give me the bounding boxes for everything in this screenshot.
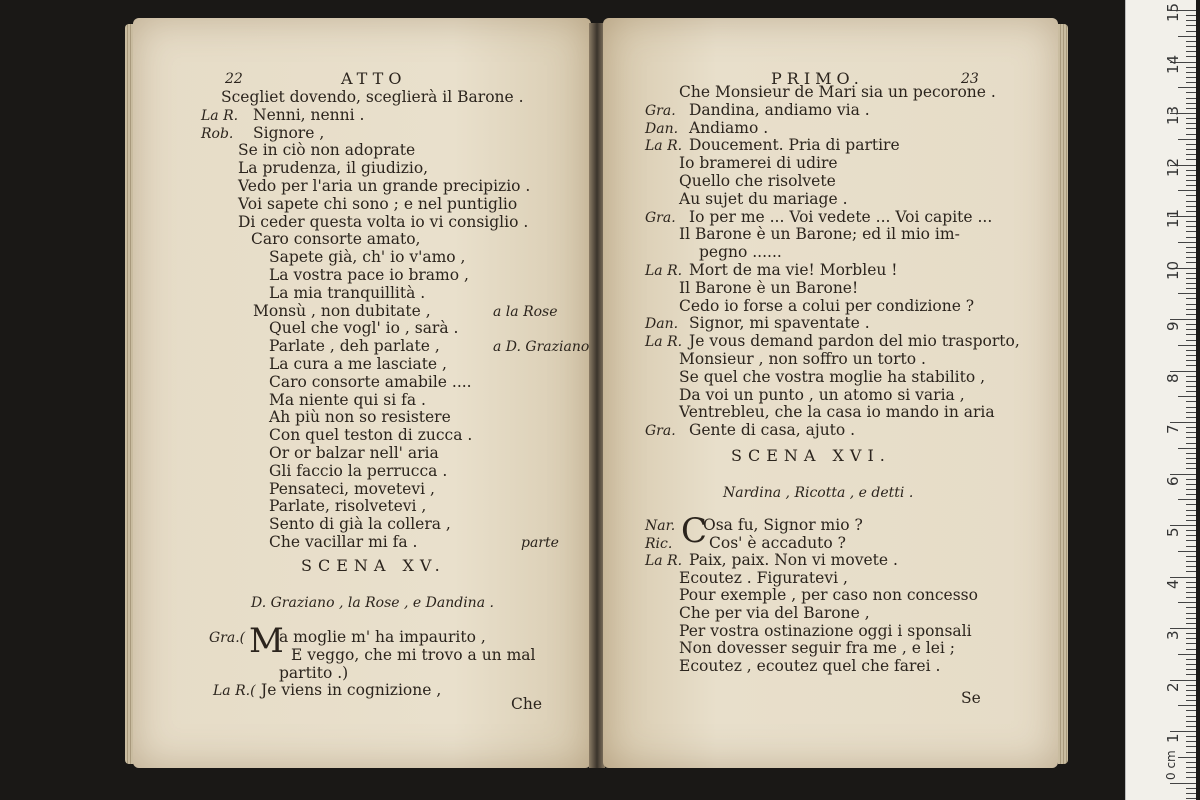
ruler-number: 14 bbox=[1164, 54, 1182, 74]
drop-cap: C bbox=[681, 511, 708, 551]
stage-direction: a D. Graziano bbox=[493, 339, 590, 356]
ruler-tick bbox=[1186, 638, 1196, 639]
right-page bbox=[603, 18, 1058, 768]
verse-line: partito .) bbox=[279, 664, 349, 682]
ruler-tick bbox=[1186, 206, 1196, 207]
ruler-tick bbox=[1186, 56, 1196, 57]
ruler-tick bbox=[1186, 144, 1196, 145]
verse-line: Io bramerei di udire bbox=[679, 154, 838, 173]
ruler-tick bbox=[1186, 231, 1196, 232]
ruler-tick bbox=[1186, 334, 1196, 335]
ruler-tick bbox=[1186, 20, 1196, 21]
verse-line: Monsieur , non soffro un torto . bbox=[679, 350, 926, 368]
verse-line: Mort de ma vie! Morbleu ! bbox=[689, 261, 898, 279]
verse-line: Cedo io forse a colui per condizione ? bbox=[679, 296, 975, 315]
verse-line: Je vous demand pardon del mio trasporto, bbox=[689, 332, 1020, 351]
ruler-tick bbox=[1186, 695, 1196, 696]
ruler-tick bbox=[1186, 154, 1196, 155]
ruler-tick bbox=[1186, 427, 1196, 428]
speaker-label: La R.( bbox=[213, 683, 256, 699]
ruler-tick bbox=[1186, 762, 1196, 763]
ruler-tick bbox=[1186, 777, 1196, 778]
speaker-label: La R. bbox=[645, 334, 683, 351]
speaker-label: La R. bbox=[645, 553, 683, 570]
ruler-tick bbox=[1186, 175, 1196, 176]
ruler-tick bbox=[1170, 731, 1196, 732]
ruler-number: 2 bbox=[1164, 681, 1182, 692]
ruler-tick bbox=[1186, 633, 1196, 634]
ruler-tick bbox=[1186, 417, 1196, 418]
ruler-tick bbox=[1186, 432, 1196, 433]
ruler-tick bbox=[1186, 391, 1196, 392]
ruler-tick bbox=[1186, 489, 1196, 490]
ruler-tick bbox=[1186, 685, 1196, 686]
verse-line: Gli faccio la perrucca . bbox=[269, 461, 448, 480]
ruler-tick bbox=[1186, 103, 1196, 104]
verse-line: E veggo, che mi trovo a un mal bbox=[291, 646, 536, 664]
ruler-tick bbox=[1186, 376, 1196, 377]
verse-line: Quel che vogl' io , sarà . bbox=[269, 319, 459, 338]
verse-line: Il Barone è un Barone; ed il mio im- bbox=[679, 225, 960, 244]
ruler-tick bbox=[1186, 546, 1196, 547]
ruler-tick bbox=[1186, 72, 1196, 73]
ruler-tick bbox=[1186, 67, 1196, 68]
ruler-tick bbox=[1186, 458, 1196, 459]
ruler-tick bbox=[1186, 82, 1196, 83]
ruler-tick bbox=[1186, 479, 1196, 480]
ruler-tick bbox=[1186, 412, 1196, 413]
ruler-tick bbox=[1186, 530, 1196, 531]
ruler-tick bbox=[1186, 571, 1196, 572]
ruler-tick bbox=[1186, 108, 1196, 109]
ruler-tick bbox=[1178, 36, 1196, 37]
ruler-tick bbox=[1186, 195, 1196, 196]
ruler-tick bbox=[1186, 587, 1196, 588]
ruler-tick bbox=[1186, 252, 1196, 253]
ruler-tick bbox=[1186, 721, 1196, 722]
verse-line: La cura a me lasciate , bbox=[269, 355, 447, 373]
ruler-tick bbox=[1178, 396, 1196, 397]
verse-line: Scegliet dovendo, sceglierà il Barone . bbox=[221, 88, 524, 106]
ruler-tick bbox=[1186, 365, 1196, 366]
ruler-tick bbox=[1178, 87, 1196, 88]
verse-line: pegno ...... bbox=[699, 243, 782, 262]
verse-line: Or or balzar nell' aria bbox=[269, 444, 439, 462]
verse-line: Doucement. Pria di partire bbox=[689, 136, 900, 155]
ruler-tick bbox=[1186, 123, 1196, 124]
ruler-tick bbox=[1186, 170, 1196, 171]
ruler-tick bbox=[1186, 381, 1196, 382]
ruler-number: 8 bbox=[1164, 372, 1182, 383]
ruler-tick bbox=[1186, 278, 1196, 279]
ruler-tick bbox=[1178, 139, 1196, 140]
ruler-tick bbox=[1170, 525, 1196, 526]
ruler-tick bbox=[1186, 437, 1196, 438]
ruler-tick bbox=[1186, 510, 1196, 511]
ruler-tick bbox=[1186, 340, 1196, 341]
speaker-label: Gra. bbox=[645, 423, 676, 440]
ruler-tick bbox=[1186, 350, 1196, 351]
ruler-tick bbox=[1186, 736, 1196, 737]
verse-line: Che Monsieur de Mari sia un pecorone . bbox=[679, 83, 996, 101]
running-head: PRIMO. bbox=[771, 69, 864, 88]
ruler-tick bbox=[1186, 504, 1196, 505]
ruler-tick bbox=[1178, 757, 1196, 758]
ruler-tick bbox=[1186, 41, 1196, 42]
ruler-tick bbox=[1186, 484, 1196, 485]
ruler-tick bbox=[1186, 592, 1196, 593]
ruler-number: 5 bbox=[1164, 527, 1182, 537]
ruler-tick bbox=[1178, 448, 1196, 449]
speaker-label: Dan. bbox=[645, 120, 679, 137]
verse-line: Caro consorte amabile .... bbox=[269, 372, 472, 391]
verse-line: Osa fu, Signor mio ? bbox=[703, 516, 863, 534]
verse-line: Quello che risolvete bbox=[679, 172, 836, 190]
verse-line: Che vacillar mi fa . bbox=[269, 533, 418, 551]
verse-line: Io per me ... Voi vedete ... Voi capite ... bbox=[689, 207, 993, 226]
ruler-tick bbox=[1186, 92, 1196, 93]
ruler-tick bbox=[1186, 355, 1196, 356]
verse-line: Monsù , non dubitate , bbox=[253, 301, 431, 320]
verse-line: Per vostra ostinazione oggi i sponsali bbox=[679, 621, 972, 640]
ruler-tick bbox=[1186, 159, 1196, 160]
ruler-number: 4 bbox=[1164, 578, 1182, 589]
ruler-tick bbox=[1186, 221, 1196, 222]
ruler-number: 15 bbox=[1164, 2, 1182, 22]
speaker-label: Gra.( bbox=[209, 630, 246, 646]
speaker-label: Nar. bbox=[645, 518, 676, 534]
verse-line: Ma niente qui si fa . bbox=[269, 390, 426, 409]
ruler-tick bbox=[1178, 705, 1196, 706]
ruler-tick bbox=[1186, 98, 1196, 99]
ruler-tick bbox=[1170, 680, 1196, 681]
ruler-tick bbox=[1186, 314, 1196, 315]
verse-line: Signore , bbox=[253, 123, 325, 142]
ruler-tick bbox=[1186, 201, 1196, 202]
page-number: 23 bbox=[961, 71, 979, 87]
verse-line: Signor, mi spaventate . bbox=[689, 314, 870, 333]
ruler-tick bbox=[1178, 293, 1196, 294]
ruler-tick bbox=[1186, 767, 1196, 768]
verse-line: Nenni, nenni . bbox=[253, 105, 365, 124]
ruler-tick bbox=[1170, 371, 1196, 372]
speaker-label: Gra. bbox=[645, 209, 676, 226]
verse-line: Voi sapete chi sono ; e nel puntiglio bbox=[238, 194, 518, 213]
ruler-tick bbox=[1170, 577, 1196, 578]
speaker-label: Gra. bbox=[645, 102, 676, 119]
left-page bbox=[133, 18, 591, 768]
verse-line: La vostra pace io bramo , bbox=[269, 266, 469, 284]
verse-line: Gente di casa, ajuto . bbox=[689, 421, 856, 440]
verse-line: Che per via del Barone , bbox=[679, 604, 870, 622]
verse-line: Paix, paix. Non vi movete . bbox=[689, 551, 898, 570]
ruler-tick bbox=[1186, 443, 1196, 444]
ruler-tick bbox=[1170, 628, 1196, 629]
measuring-ruler bbox=[1125, 0, 1196, 800]
ruler-tick bbox=[1186, 700, 1196, 701]
ruler-tick bbox=[1178, 190, 1196, 191]
ruler-tick bbox=[1186, 149, 1196, 150]
ruler-tick bbox=[1186, 726, 1196, 727]
ruler-tick bbox=[1186, 51, 1196, 52]
ruler-tick bbox=[1186, 494, 1196, 495]
ruler-tick bbox=[1186, 329, 1196, 330]
ruler-tick bbox=[1186, 798, 1196, 799]
ruler-tick bbox=[1170, 474, 1196, 475]
speaker-label: Dan. bbox=[645, 316, 679, 333]
ruler-tick bbox=[1186, 309, 1196, 310]
ruler-tick bbox=[1186, 752, 1196, 753]
ruler-tick bbox=[1186, 669, 1196, 670]
verse-line: Non dovesser seguir fra me , e lei ; bbox=[679, 639, 956, 658]
ruler-tick bbox=[1186, 515, 1196, 516]
ruler-tick bbox=[1186, 237, 1196, 238]
verse-line: Se in ciò non adoprate bbox=[238, 141, 416, 160]
verse-line: Andiamo . bbox=[689, 118, 769, 137]
verse-line: Da voi un punto , un atomo si varia , bbox=[679, 385, 965, 404]
ruler-tick bbox=[1186, 659, 1196, 660]
verse-line: Con quel teston di zucca . bbox=[269, 426, 473, 445]
ruler-tick bbox=[1186, 128, 1196, 129]
verse-line: Pour exemple , per caso non concesso bbox=[679, 586, 978, 605]
verse-line: Sento di già la collera , bbox=[269, 515, 451, 534]
ruler-tick bbox=[1186, 607, 1196, 608]
ruler-tick bbox=[1186, 623, 1196, 624]
ruler-tick bbox=[1186, 31, 1196, 32]
verse-line: Caro consorte amato, bbox=[251, 230, 421, 249]
verse-line: Ah più non so resistere bbox=[269, 408, 451, 427]
ruler-tick bbox=[1178, 242, 1196, 243]
ruler-tick bbox=[1186, 262, 1196, 263]
ruler-number: 10 bbox=[1164, 260, 1182, 280]
verse-line: Je viens in cognizione , bbox=[261, 681, 442, 699]
ruler-tick bbox=[1186, 46, 1196, 47]
ruler-tick bbox=[1186, 597, 1196, 598]
ruler-tick bbox=[1186, 772, 1196, 773]
verse-line: Parlate, risolvetevi , bbox=[269, 497, 427, 516]
ruler-tick bbox=[1186, 716, 1196, 717]
ruler-tick bbox=[1186, 566, 1196, 567]
verse-line: Ecoutez . Figuratevi , bbox=[679, 568, 848, 587]
ruler-number: 9 bbox=[1164, 321, 1182, 331]
ruler-tick bbox=[1186, 386, 1196, 387]
ruler-tick bbox=[1186, 561, 1196, 562]
ruler-tick bbox=[1186, 463, 1196, 464]
ruler-tick bbox=[1186, 25, 1196, 26]
ruler-tick bbox=[1186, 453, 1196, 454]
scene-cast: Nardina , Ricotta , e detti . bbox=[723, 485, 914, 501]
running-head: ATTO bbox=[341, 69, 407, 88]
speaker-label: Ric. bbox=[645, 535, 673, 552]
ruler-number: 11 bbox=[1164, 208, 1182, 228]
ruler-tick bbox=[1186, 540, 1196, 541]
stage-direction: parte bbox=[521, 535, 559, 551]
ruler-tick bbox=[1186, 247, 1196, 248]
ruler-tick bbox=[1186, 118, 1196, 119]
ruler-tick bbox=[1186, 288, 1196, 289]
verse-line: Di ceder questa volta io vi consiglio . bbox=[238, 212, 529, 231]
drop-cap: M bbox=[249, 621, 284, 661]
ruler-tick bbox=[1186, 613, 1196, 614]
ruler-number: 7 bbox=[1164, 424, 1182, 434]
speaker-label: Rob. bbox=[201, 125, 234, 142]
verse-line: Parlate , deh parlate , bbox=[269, 337, 440, 356]
ruler-tick bbox=[1178, 551, 1196, 552]
verse-line: Au sujet du mariage . bbox=[679, 189, 848, 208]
verse-line: Cos' è accaduto ? bbox=[709, 533, 846, 552]
verse-line: Sapete già, ch' io v'amo , bbox=[269, 248, 466, 267]
ruler-tick bbox=[1186, 401, 1196, 402]
scene-cast: D. Graziano , la Rose , e Dandina . bbox=[251, 595, 494, 611]
ruler-tick bbox=[1186, 407, 1196, 408]
ruler-tick bbox=[1186, 134, 1196, 135]
ruler-tick bbox=[1178, 602, 1196, 603]
ruler-tick bbox=[1170, 319, 1196, 320]
ruler-tick bbox=[1186, 180, 1196, 181]
scene-title: SCENA XVI. bbox=[731, 446, 891, 465]
ruler-tick bbox=[1186, 741, 1196, 742]
ruler-tick bbox=[1186, 273, 1196, 274]
ruler-tick bbox=[1186, 582, 1196, 583]
speaker-label: La R. bbox=[201, 107, 239, 124]
ruler-number: 1 bbox=[1164, 733, 1182, 743]
verse-line: Dandina, andiamo via . bbox=[689, 100, 870, 119]
ruler-tick bbox=[1186, 788, 1196, 789]
ruler-tick bbox=[1186, 793, 1196, 794]
ruler-tick bbox=[1186, 643, 1196, 644]
verse-line: Ecoutez , ecoutez quel che farei . bbox=[679, 656, 941, 675]
catchword: Che bbox=[511, 695, 543, 713]
ruler-tick bbox=[1186, 618, 1196, 619]
ruler-tick bbox=[1186, 257, 1196, 258]
ruler-tick bbox=[1186, 520, 1196, 521]
verse-line: Il Barone è un Barone! bbox=[679, 278, 859, 297]
ruler-tick bbox=[1186, 360, 1196, 361]
ruler-tick bbox=[1186, 185, 1196, 186]
ruler-tick bbox=[1186, 664, 1196, 665]
scene-title: SCENA XV. bbox=[301, 556, 446, 575]
ruler-tick bbox=[1170, 422, 1196, 423]
open-book bbox=[125, 18, 1070, 778]
ruler-tick bbox=[1186, 77, 1196, 78]
ruler-tick bbox=[1186, 556, 1196, 557]
page-edges-right bbox=[1058, 24, 1068, 764]
ruler-tick bbox=[1186, 746, 1196, 747]
speaker-label: La R. bbox=[645, 263, 683, 279]
ruler-tick bbox=[1170, 783, 1196, 784]
ruler-tick bbox=[1186, 298, 1196, 299]
page-number: 22 bbox=[225, 71, 243, 87]
verse-line: a moglie m' ha impaurito , bbox=[279, 628, 486, 646]
stage-direction: a la Rose bbox=[493, 303, 558, 320]
verse-line: La prudenza, il giudizio, bbox=[238, 159, 429, 178]
ruler-tick bbox=[1186, 304, 1196, 305]
ruler-number: 3 bbox=[1164, 630, 1182, 640]
speaker-label: La R. bbox=[645, 138, 683, 155]
ruler-tick bbox=[1186, 468, 1196, 469]
ruler-tick bbox=[1186, 674, 1196, 675]
ruler-tick bbox=[1178, 654, 1196, 655]
ruler-number: 12 bbox=[1164, 157, 1182, 177]
verse-line: Ventrebleu, che la casa io mando in aria bbox=[679, 403, 995, 422]
ruler-number: 6 bbox=[1164, 475, 1182, 486]
verse-line: Se quel che vostra moglie ha stabilito , bbox=[679, 367, 986, 386]
ruler-tick bbox=[1186, 283, 1196, 284]
ruler-tick bbox=[1178, 499, 1196, 500]
verse-line: La mia tranquillità . bbox=[269, 283, 426, 302]
ruler-number: 13 bbox=[1164, 105, 1182, 125]
ruler-tick bbox=[1186, 226, 1196, 227]
ruler-tick bbox=[1186, 649, 1196, 650]
ruler-tick bbox=[1186, 324, 1196, 325]
ruler-tick bbox=[1186, 710, 1196, 711]
catchword: Se bbox=[961, 689, 981, 707]
ruler-tick bbox=[1186, 211, 1196, 212]
ruler-tick bbox=[1186, 535, 1196, 536]
verse-line: Pensateci, movetevi , bbox=[269, 479, 435, 498]
verse-line: Vedo per l'aria un grande precipizio . bbox=[238, 177, 531, 195]
ruler-tick bbox=[1186, 690, 1196, 691]
ruler-unit: 0 cm bbox=[1164, 750, 1178, 780]
ruler-tick bbox=[1178, 345, 1196, 346]
ruler-tick bbox=[1186, 15, 1196, 16]
